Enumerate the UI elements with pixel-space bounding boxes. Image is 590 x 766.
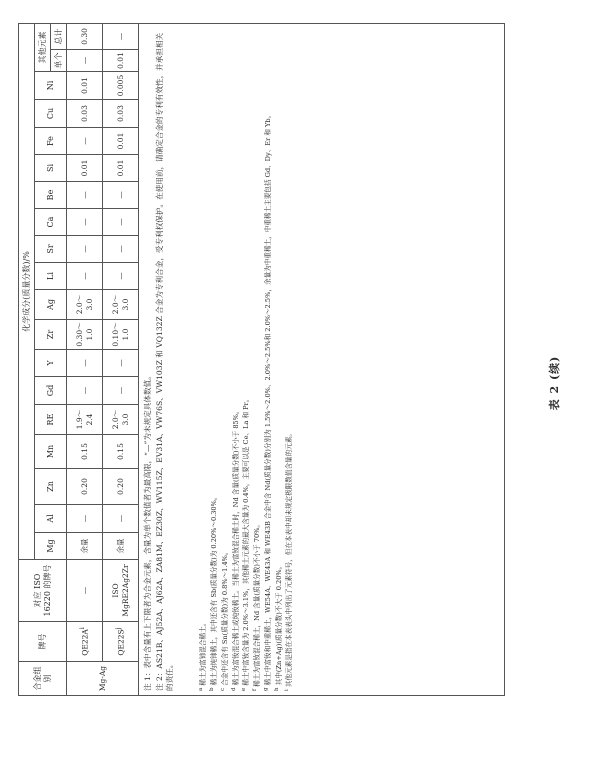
value-cell: 1.9～2.4 (67, 405, 103, 435)
value-cell: 0.15 (103, 435, 139, 469)
header-el-be: Be (35, 182, 67, 209)
table-title: 表 2 (续) (548, 355, 561, 411)
header-el-zn: Zn (35, 469, 67, 505)
footnote: $^f$ 稀土为富钕混合稀土，Nd 含量(质量分数)不小于 70%。 (252, 520, 262, 691)
value-cell: — (67, 182, 103, 209)
footnote: $^c$ 合金中还含有 Sn(质量分数)为 0.8%～1.4%。 (219, 548, 230, 691)
value-cell: 0.15 (67, 435, 103, 469)
value-cell: — (67, 263, 103, 290)
header-el-cu: Cu (35, 100, 67, 128)
value-cell: 0.20 (67, 469, 103, 505)
header-el-al: Al (35, 505, 67, 533)
iso-cell: — (67, 560, 103, 622)
footnote: $^a$ 稀土为富铈混合稀土。 (198, 619, 208, 691)
value-cell: 0.20 (103, 469, 139, 505)
notes-row (139, 23, 505, 695)
grade-cell: $QE22S^j$ (103, 622, 139, 662)
value-cell: 0.30～1.0 (67, 320, 103, 350)
value-cell: 余量 (103, 533, 139, 560)
value-cell: — (103, 350, 139, 377)
header-el-re: RE (35, 405, 67, 435)
value-cell: 0.10～1.0 (103, 320, 139, 350)
header-other-single: 单个 (51, 50, 67, 72)
footnotes (198, 28, 295, 691)
header-iso: 对应 ISO 16220 的牌号 (19, 560, 67, 622)
value-cell: — (103, 182, 139, 209)
value-cell: — (103, 263, 139, 290)
value-cell: 0.01 (67, 155, 103, 182)
table-row (67, 23, 103, 695)
header-el-zr: Zr (35, 320, 67, 350)
header-el-y: Y (35, 350, 67, 377)
value-cell: — (103, 377, 139, 405)
table-row (103, 23, 139, 695)
grade-cell: $QE22A^i$ (67, 622, 103, 662)
value-cell: 0.30 (67, 23, 103, 49)
footnote: $^g$ 稀土中富钕和中重稀土，WE54A、WE43A 和 WE43B 合金中含 Nd(质量分数)分别为 1.5%～2.0%、2.0%～2.5%和 2.0%～2.5%，余量为中重稀土，中重稀土主要包括 Gd、Dy、Er 和 Yb。 (262, 111, 273, 691)
footnote: $^h$ 其中(Zn+Ag)(质量分数)不大于 0.20%。 (273, 562, 283, 691)
footnote: $^b$ 稀土为纯铈稀土，其中还含有 Sb(质量分数)为 0.20%～0.30%。 (209, 493, 219, 691)
value-cell: 0.01 (103, 50, 139, 72)
value-cell: 2.0～3.0 (103, 405, 139, 435)
footnote: $^d$ 稀土为富钕混合稀土或纯钕稀土。当稀土为富钕混合稀土时，Nd 含量(质量分数)不小于 85%。 (230, 407, 240, 691)
value-cell: 0.01 (103, 155, 139, 182)
value-cell: 2.0～3.0 (103, 290, 139, 320)
header-alloy-group: 合金组别 (19, 662, 67, 696)
value-cell: — (67, 505, 103, 533)
footnote: $^e$ 稀土中富钕含量为 2.0%～3.1%，其他稀土元素的最大含量为 0.4%，主要可以是 Ce、La 和 Pr。 (241, 395, 251, 691)
header-el-mn: Mn (35, 435, 67, 469)
value-cell: — (67, 50, 103, 72)
value-cell: — (103, 23, 139, 49)
value-cell: — (67, 128, 103, 155)
header-el-li: Li (35, 263, 67, 290)
group-cell: Mg-Ag (67, 662, 139, 696)
footnote: $^i$ 其他元素是指在本表表头中列出了元素符号，但在本表中却未规定极限数值含量的元素。 (284, 429, 294, 691)
header-chem: 化学成分(质量分数)/% (19, 23, 35, 559)
note-2: 注 2：AS21B、AJ52A、AJ62A、ZA81M、EZ30Z、WV115Z、EV31A、VW76S、VW103Z 和 VQ132Z 合金为专利合金，受专利权保护。在使用前，请确定合金的专利有效性，并承担相关的责任。 (155, 32, 174, 691)
header-other-total: 总计 (51, 23, 67, 49)
value-cell: — (67, 377, 103, 405)
value-cell: — (67, 236, 103, 263)
header-el-gd: Gd (35, 377, 67, 405)
header-el-fe: Fe (35, 128, 67, 155)
value-cell: 0.03 (103, 100, 139, 128)
header-el-ag: Ag (35, 290, 67, 320)
header-grade: 牌号 (19, 622, 67, 662)
value-cell: 0.03 (67, 100, 103, 128)
iso-cell: ISO MgRE2Ag2Zr (103, 560, 139, 622)
header-el-ni: Ni (35, 72, 67, 100)
note-1: 注 1：表中含量有上下限者为合金元素，含量为单个数值者为最高限，“—”为未规定具体数值。 (143, 372, 152, 691)
header-other: 其他元素 (35, 23, 51, 71)
header-el-mg: Mg (35, 533, 67, 560)
chemical-composition-table (18, 23, 505, 696)
value-cell: 0.01 (67, 72, 103, 100)
value-cell: — (103, 505, 139, 533)
value-cell: — (67, 209, 103, 236)
header-el-sr: Sr (35, 236, 67, 263)
value-cell: 余量 (67, 533, 103, 560)
header-el-ca: Ca (35, 209, 67, 236)
value-cell: 2.0～3.0 (67, 290, 103, 320)
value-cell: — (103, 209, 139, 236)
value-cell: 0.01 (103, 128, 139, 155)
value-cell: — (103, 236, 139, 263)
value-cell: — (67, 350, 103, 377)
header-el-si: Si (35, 155, 67, 182)
value-cell: 0.005 (103, 72, 139, 100)
